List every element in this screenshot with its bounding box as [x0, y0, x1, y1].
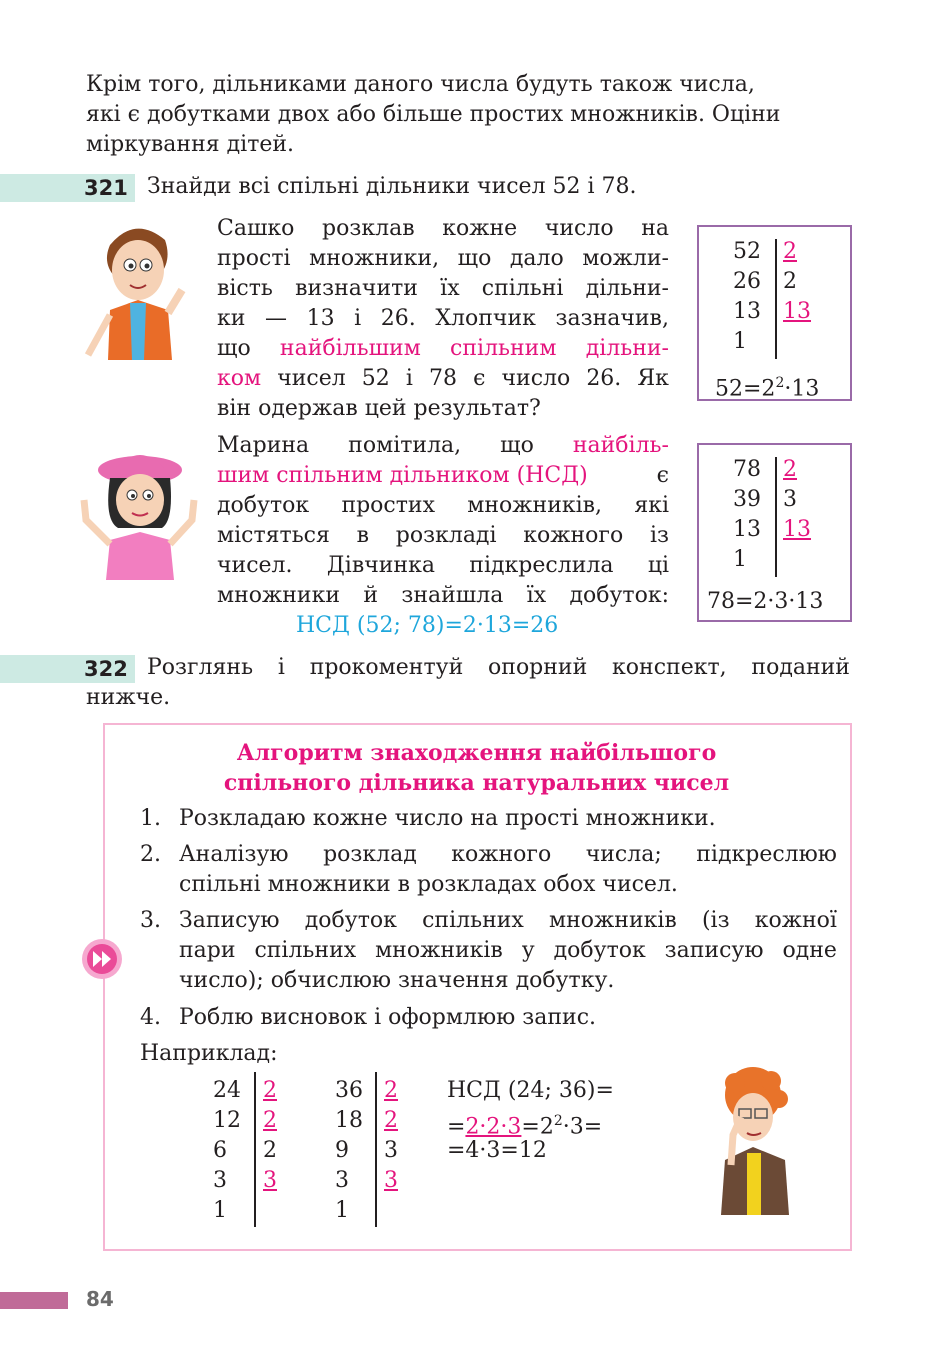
word: у	[521, 938, 535, 963]
step-3-line-3: число); обчислюю значення добутку.	[179, 968, 615, 993]
maryna-line-4	[217, 521, 669, 551]
sashko-line-1	[217, 214, 669, 244]
factor-36-right	[384, 1076, 398, 1196]
prime-factor: 2	[263, 1108, 277, 1133]
word: їх	[440, 276, 460, 301]
factor-78-right	[783, 455, 811, 545]
page-number-bar	[0, 1292, 68, 1309]
factor-78-left	[733, 455, 761, 575]
gcd-result-line-3: =4·3=12	[447, 1138, 547, 1163]
factorization-box-52	[697, 225, 852, 401]
word: прості	[217, 246, 291, 271]
word: прокоментуй	[309, 655, 464, 680]
word: підкреслюю	[696, 842, 837, 867]
task-321-text: Знайди всі спільні дільники чисел 52 і 78.	[147, 174, 637, 199]
prime-factor: 3	[384, 1138, 398, 1163]
factor-value: 1	[335, 1198, 349, 1223]
factor-value: 1	[733, 547, 747, 572]
word: що	[457, 246, 492, 271]
word: й	[363, 583, 378, 608]
word: на	[641, 216, 669, 241]
fast-forward-icon	[81, 938, 123, 980]
factor-24-left	[213, 1076, 241, 1226]
step-3-line-2	[179, 936, 837, 966]
step-3-line-1	[179, 906, 837, 936]
factor-52-result: $52=2^2\cdot 13$	[715, 375, 820, 402]
word: число	[544, 216, 614, 241]
factor-78-result: 78=2·3·13	[707, 589, 824, 614]
word: які	[634, 493, 669, 518]
gcd-result-line-1: НСД (24; 36)=	[447, 1078, 614, 1103]
prime-factor: 3	[263, 1168, 277, 1193]
word: 78	[429, 366, 457, 391]
word: Записую	[179, 908, 280, 933]
word: простих	[341, 493, 435, 518]
factor-value: 78	[733, 457, 761, 482]
word: підкреслила	[469, 553, 614, 578]
word: Марина	[217, 433, 310, 458]
page-number: 84	[86, 1287, 114, 1311]
word: визначити	[295, 276, 418, 301]
word: що	[500, 433, 534, 458]
word: множників	[375, 938, 503, 963]
word: помітила,	[348, 433, 462, 458]
step-2-line-2: спільні множники в розкладах обох чисел.	[179, 872, 678, 897]
maryna-line-5	[217, 551, 669, 581]
word: із	[649, 523, 669, 548]
step-1-number: 1.	[140, 806, 161, 831]
factor-value: 1	[213, 1198, 227, 1223]
word: одне	[782, 938, 837, 963]
factor-value: 3	[213, 1168, 227, 1193]
word: і	[405, 366, 413, 391]
factor-value: 18	[335, 1108, 363, 1133]
factor-value: 13	[733, 517, 761, 542]
maryna-line-2-plain: є	[656, 463, 669, 488]
word: множники	[217, 583, 340, 608]
step-2-line-1	[179, 840, 837, 870]
step-3-number: 3.	[140, 908, 161, 933]
word: кожного	[523, 523, 624, 548]
algorithm-title-2: спільного дільника натуральних чисел	[223, 770, 730, 796]
step-4-number: 4.	[140, 1005, 161, 1030]
word: Як	[637, 366, 669, 391]
gcd-common-factors: 2·2·3	[465, 1114, 522, 1140]
word: 52	[361, 366, 390, 391]
sashko-line-2	[217, 244, 669, 274]
factor-36-left	[335, 1076, 363, 1226]
factor-24-divider	[254, 1072, 256, 1227]
word: дільни-	[585, 336, 669, 361]
word: їх	[526, 583, 547, 608]
factor-value: 12	[213, 1108, 241, 1133]
factor-value: 3	[335, 1168, 349, 1193]
word: множників	[549, 908, 677, 933]
word: ці	[647, 553, 669, 578]
word: найбільшим	[279, 336, 421, 361]
prime-factor: 2	[263, 1078, 277, 1103]
word: добуток	[304, 908, 397, 933]
maryna-line-6	[217, 581, 669, 611]
word: дільни-	[585, 276, 669, 301]
factor-52-left	[733, 237, 761, 357]
word: спільним	[450, 336, 557, 361]
sashko-line-6-pink: ком	[217, 366, 262, 391]
word: вість	[217, 276, 273, 301]
girl-illustration	[74, 440, 204, 585]
intro-line-1: Крім того, дільниками даного числа будуть також числа,	[86, 72, 755, 97]
step-4-text: Роблю висновок і оформлюю запис.	[179, 1005, 597, 1030]
factor-24-right	[263, 1076, 277, 1196]
factor-value: 39	[733, 487, 761, 512]
step-1-text: Розкладаю кожне число на прості множники.	[179, 806, 716, 831]
word: множників,	[467, 493, 603, 518]
word: спільних	[254, 938, 357, 963]
prime-factor: 2	[783, 457, 797, 482]
prime-factor: 3	[384, 1168, 398, 1193]
gcd-formula-52-78: НСД (52; 78)=2·13=26	[296, 613, 559, 638]
word: можли-	[582, 246, 669, 271]
word: розкладі	[395, 523, 497, 548]
sashko-line-6	[217, 364, 669, 394]
factor-value: 52	[733, 239, 761, 264]
factor-value: 9	[335, 1138, 349, 1163]
word: ки	[217, 306, 246, 331]
word: числа;	[585, 842, 662, 867]
word: 26.	[380, 306, 416, 331]
factor-value: 13	[733, 299, 761, 324]
word: зазначив,	[555, 306, 669, 331]
word: множники,	[309, 246, 440, 271]
task-322-line-2: нижче.	[86, 685, 171, 710]
word: Аналізую	[179, 842, 289, 867]
prime-factor: 2	[783, 269, 797, 294]
factor-52-right	[783, 237, 811, 327]
task-322-line-1	[147, 653, 850, 683]
factor-value: 26	[733, 269, 761, 294]
word: є	[473, 366, 486, 391]
factor-52-divider	[775, 239, 777, 359]
maryna-line-1-pink: найбіль-	[572, 433, 669, 458]
word: добуток	[217, 493, 310, 518]
prime-factor: 2	[263, 1138, 277, 1163]
factor-value: 36	[335, 1078, 363, 1103]
factor-value: 24	[213, 1078, 241, 1103]
word: кожне	[442, 216, 518, 241]
word: кожної	[754, 908, 837, 933]
factor-value: 1	[733, 329, 747, 354]
word: Дівчинка	[326, 553, 435, 578]
example-label: Наприклад:	[140, 1041, 278, 1066]
intro-line-3: міркування дітей.	[86, 132, 295, 157]
word: знайшла	[401, 583, 504, 608]
word: кожного	[451, 842, 552, 867]
factorization-box-78	[697, 443, 852, 622]
factor-36-divider	[375, 1072, 377, 1227]
sashko-line-4	[217, 304, 669, 334]
word: дало	[509, 246, 564, 271]
boy-illustration	[80, 215, 195, 370]
step-2-number: 2.	[140, 842, 161, 867]
word: опорний	[488, 655, 588, 680]
word: —	[265, 306, 287, 331]
word: і	[277, 655, 285, 680]
prime-factor: 2	[783, 239, 797, 264]
word: Хлопчик	[435, 306, 536, 331]
word: 13	[306, 306, 335, 331]
word: Сашко	[217, 216, 295, 241]
prime-factor: 2	[384, 1108, 398, 1133]
maryna-line-1	[217, 431, 669, 461]
teacher-illustration	[705, 1065, 805, 1220]
maryna-line-3	[217, 491, 669, 521]
word: спільні	[481, 276, 564, 301]
word: пари	[179, 938, 236, 963]
sashko-line-5	[217, 334, 669, 364]
prime-factor: 13	[783, 299, 811, 324]
word: і	[354, 306, 362, 331]
task-322-number: 322	[84, 657, 128, 681]
word: чисел.	[217, 553, 293, 578]
word: в	[356, 523, 370, 548]
word: добуток:	[569, 583, 669, 608]
sashko-line-5-plain: що	[217, 336, 251, 361]
word: записую	[664, 938, 764, 963]
factor-78-divider	[775, 457, 777, 577]
word: число	[501, 366, 571, 391]
word: чисел	[277, 366, 346, 391]
word: добуток	[553, 938, 646, 963]
gcd-result-line-2: $=2\cdot 2\cdot 3=2^2\cdot 3=$	[447, 1113, 603, 1140]
prime-factor: 3	[783, 487, 797, 512]
word: Розглянь	[147, 655, 254, 680]
word: розклав	[322, 216, 415, 241]
prime-factor: 2	[384, 1078, 398, 1103]
word: поданий	[751, 655, 850, 680]
word: містяться	[217, 523, 330, 548]
task-321-number: 321	[84, 176, 128, 200]
algorithm-title-1: Алгоритм знаходження найбільшого	[236, 740, 717, 766]
word: розклад	[323, 842, 417, 867]
word: конспект,	[612, 655, 727, 680]
prime-factor: 13	[783, 517, 811, 542]
intro-line-2: які є добутками двох або більше простих множників. Оціни	[86, 102, 781, 127]
word: спільних	[422, 908, 524, 933]
word: (із	[701, 908, 730, 933]
sashko-line-7: він одержав цей результат?	[217, 396, 541, 421]
maryna-line-2	[217, 461, 669, 491]
maryna-line-2-pink: шим спільним дільником (НСД)	[217, 463, 588, 488]
sashko-line-3	[217, 274, 669, 304]
factor-value: 6	[213, 1138, 227, 1163]
word: 26.	[586, 366, 622, 391]
